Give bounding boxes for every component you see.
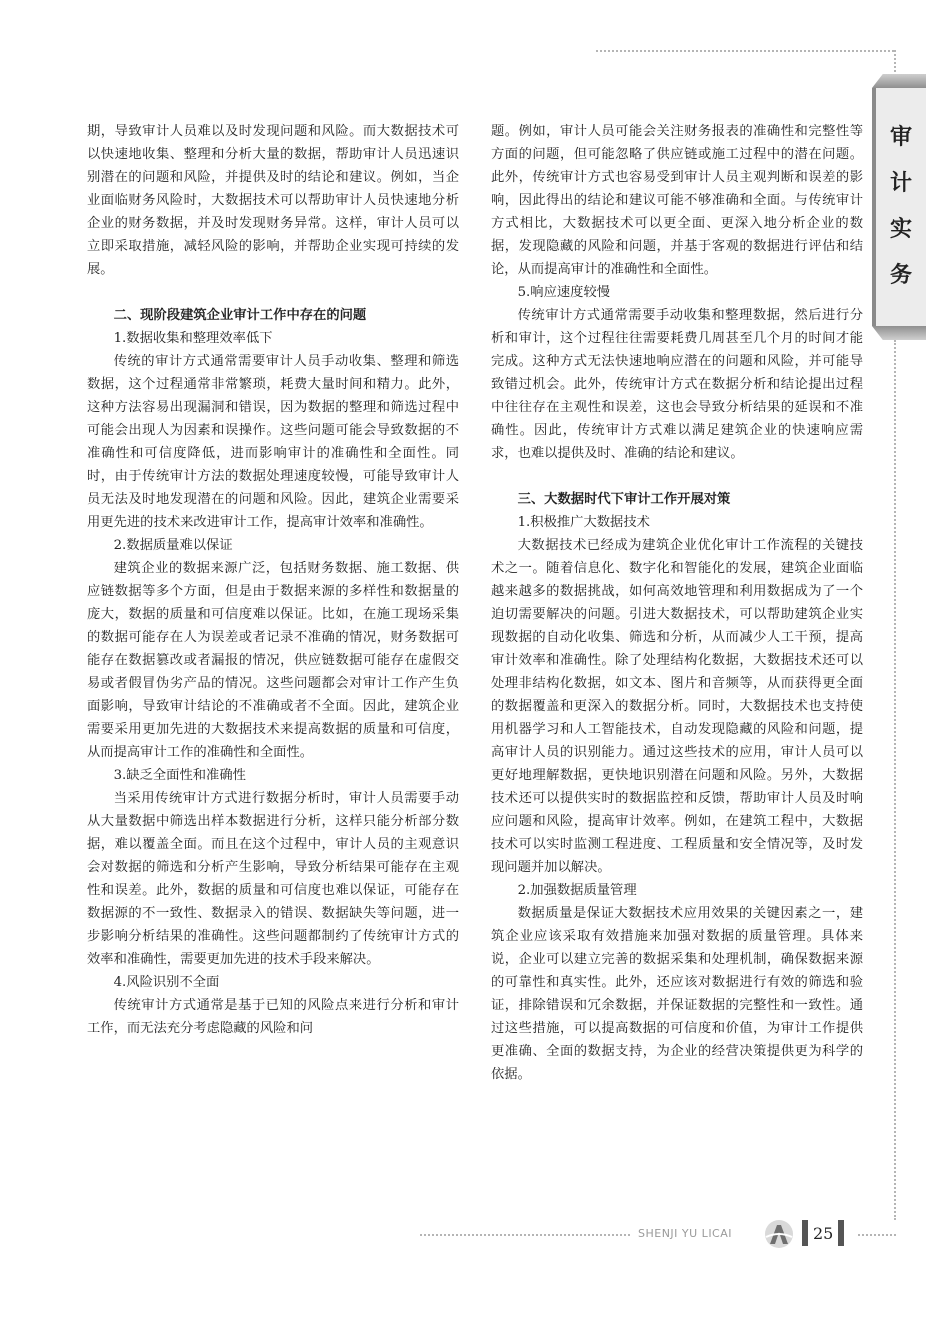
footer-dotted-rule-right [858, 1234, 896, 1236]
intro-paragraph: 期，导致审计人员难以及时发现问题和风险。而大数据技术可以快速地收集、整理和分析大量的数据，帮助审计人员迅速识别潜在的问题和风险，并提供及时的结论和建议。例如，当企业面临财务风险时，大数据技术可以帮助审计人员快速地分析企业的财务数据，并及时发现财务异常。这样，审计人员可以立即采取措施，减轻风险的影响，并帮助企业实现可持续的发展。 [87, 124, 459, 277]
side-tab-char-4: 务 [889, 263, 912, 288]
page-bracket-right [838, 1220, 844, 1246]
subsection-2-3-body: 当采用传统审计方式进行数据分析时，审计人员需要手动从大量数据中筛选出样本数据进行分析，这样只能分析部分数据，难以覆盖全面。而且在这个过程中，审计人员的主观意识会对数据的筛选和分析产生影响，导致分析结果可能存在主观性和误差。此外，数据的质量和可信度也难以保证，可能存在数据源的不一致性、数据录入的错误、数据缺失等问题，进一步影响分析结果的准确性。这些问题都制约了传统审计方式的效率和准确性，需要更加先进的技术手段来解决。 [87, 791, 459, 967]
side-tab-char-1: 审 [889, 125, 912, 150]
section-3-heading: 三、大数据时代下审计工作开展对策 [517, 492, 731, 507]
subsection-2-3-heading: 3.缺乏全面性和准确性 [113, 768, 246, 783]
subsection-2-1-body: 传统的审计方式通常需要审计人员手动收集、整理和筛选数据，这个过程通常非常繁琐，耗费大量时间和精力。此外，这种方法容易出现漏洞和错误，因为数据的整理和筛选过程中可能会出现人为因素和误操作。这些问题可能会导致数据的不准确性和可信度降低，进而影响审计的准确性和全面性。同时，由于传统审计方法的数据处理速度较慢，可能导致审计人员无法及时地发现潜在的问题和风险。因此，建筑企业需要采用更先进的技术来改进审计工作，提高审计效率和准确性。 [87, 354, 459, 530]
subsection-2-4-continued: 题。例如，审计人员可能会关注财务报表的准确性和完整性等方面的问题，但可能忽略了供应链或施工过程中的潜在问题。此外，传统审计方式也容易受到审计人员主观判断和误差的影响，因此得出的结论和建议可能不够准确和全面。与传统审计方式相比，大数据技术可以更全面、更深入地分析企业的数据，发现隐藏的风险和问题，并基于客观的数据进行评估和结论，从而提高审计的准确性和全面性。 [491, 124, 863, 277]
subsection-2-5-body: 传统审计方式通常需要手动收集和整理数据，然后进行分析和审计，这个过程往往需要耗费几周甚至几个月的时间才能完成。这种方式无法快速地响应潜在的问题和风险，并可能导致错过机会。此外，传统审计方式在数据分析和结论提出过程中往往存在主观性和误差，这也会导致分析结果的延误和不准确性。因此，传统审计方式难以满足建筑企业的快速响应需求，也难以提供及时、准确的结论和建议。 [491, 308, 863, 461]
subsection-2-2-heading: 2.数据质量难以保证 [113, 538, 233, 553]
footer-dotted-rule-left [420, 1234, 630, 1236]
subsection-3-1-heading: 1.积极推广大数据技术 [517, 515, 650, 530]
page-number-box [802, 1220, 844, 1246]
top-dotted-rule [596, 50, 894, 52]
page-number: 25 [813, 1223, 834, 1243]
journal-name: SHENJI YU LICAI [638, 1227, 733, 1240]
subsection-2-4-heading: 4.风险识别不全面 [113, 975, 220, 990]
subsection-2-2-body: 建筑企业的数据来源广泛，包括财务数据、施工数据、供应链数据等多个方面，但是由于数据来源的多样性和数据量的庞大，数据的质量和可信度难以保证。比如，在施工现场采集的数据可能存在人为误差或者记录不准确的情况，财务数据可能存在数据篡改或者漏报的情况，供应链数据可能存在虚假交易或者假冒伪劣产品的情况。这些问题都会对审计工作产生负面影响，导致审计结论的不准确或者不全面。因此，建筑企业需要采用更加先进的大数据技术来提高数据的质量和可信度，从而提高审计工作的准确性和全面性。 [87, 561, 459, 760]
subsection-3-2-heading: 2.加强数据质量管理 [517, 883, 637, 898]
page-bracket-left [802, 1220, 808, 1246]
side-tab-char-3: 实 [889, 217, 912, 242]
subsection-3-1-body: 大数据技术已经成为建筑企业优化审计工作流程的关键技术之一。随着信息化、数字化和智能化的发展，建筑企业面临越来越多的数据挑战，如何高效地管理和利用数据成为了一个迫切需要解决的问题。引进大数据技术，可以帮助建筑企业实现数据的自动化收集、筛选和分析，从而减少人工干预，提高审计效率和准确性。除了处理结构化数据，大数据技术还可以处理非结构化数据，如文本、图片和音频等，从而获得更全面的数据覆盖和更深入的数据分析。同时，大数据技术也支持使用机器学习和人工智能技术，自动发现隐藏的风险和问题，提高审计人员的识别能力。通过这些技术的应用，审计人员可以更好地理解数据，更快地识别潜在问题和风险。另外，大数据技术还可以提供实时的数据监控和反馈，帮助审计人员及时响应问题和风险，提高审计效率。例如，在建筑工程中，大数据技术可以实时监测工程进度、工程质量和安全情况等，及时发现问题并加以解决。 [491, 538, 863, 875]
subsection-2-1-heading: 1.数据收集和整理效率低下 [113, 331, 273, 346]
section-2-heading: 二、现阶段建筑企业审计工作中存在的问题 [113, 308, 367, 323]
subsection-2-4-body: 传统审计方式通常是基于已知的风险点来进行分析和审计工作，而无法充分考虑隐藏的风险和问 [87, 998, 459, 1036]
journal-logo-icon [762, 1219, 796, 1249]
section-side-tab [872, 88, 926, 326]
right-column [491, 120, 863, 1086]
right-dotted-rule-bottom [894, 340, 896, 1220]
left-column [87, 120, 459, 1040]
side-tab-char-2: 计 [889, 171, 912, 196]
subsection-3-2-body: 数据质量是保证大数据技术应用效果的关键因素之一，建筑企业应该采取有效措施来加强对数据的质量管理。具体来说，企业可以建立完善的数据采集和处理机制，确保数据来源的可靠性和真实性。此外，还应该对数据进行有效的筛选和验证，排除错误和冗余数据，并保证数据的完整性和一致性。通过这些措施，可以提高数据的可信度和价值，为审计工作提供更准确、全面的数据支持，为企业的经营决策提供更为科学的依据。 [491, 906, 863, 1082]
subsection-2-5-heading: 5.响应速度较慢 [517, 285, 611, 300]
